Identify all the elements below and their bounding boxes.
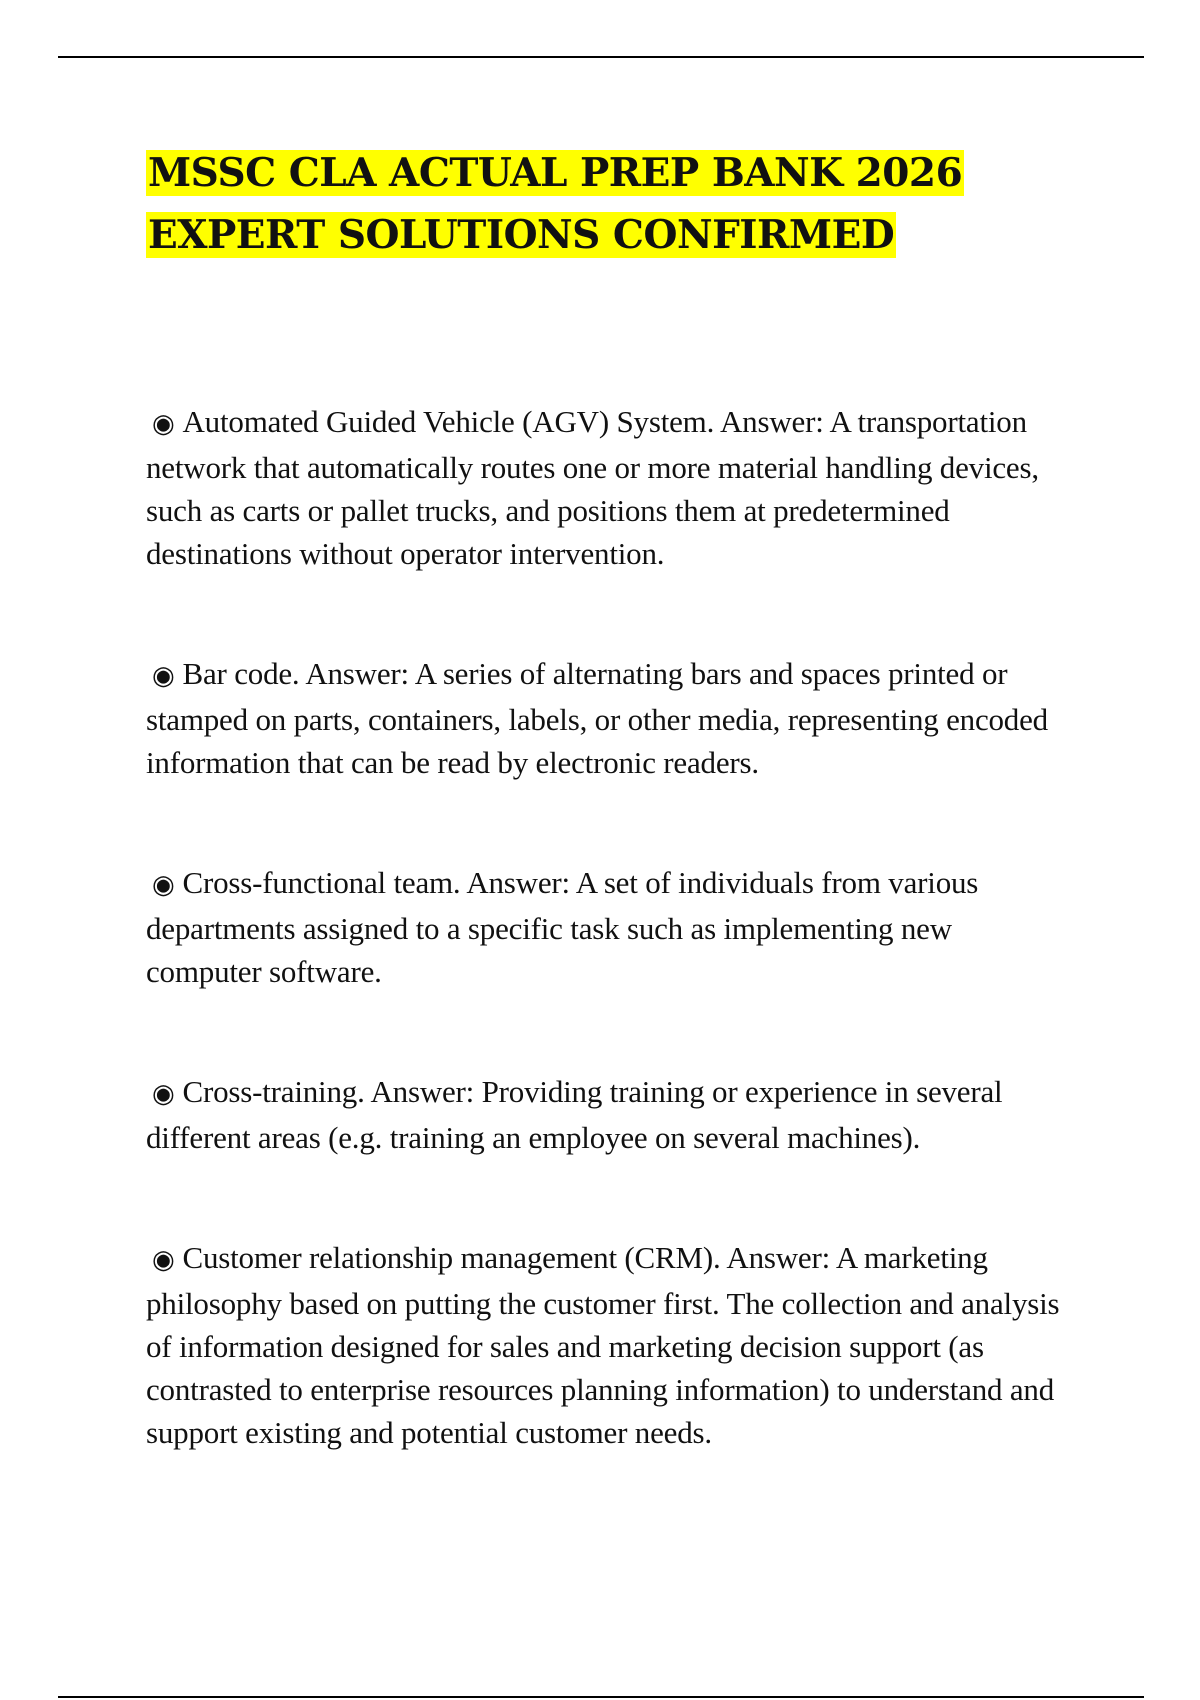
qa-entry <box>146 861 1066 993</box>
radio-bullet-icon: ◉ <box>152 870 175 900</box>
qa-entry <box>146 1236 1066 1454</box>
qa-entry-text: Bar code. Answer: A series of alternating bars and spaces printed or stamped on parts, containers, labels, or other media, representing encoded information that can be read by electronic readers. <box>146 656 1048 780</box>
qa-entry <box>146 1070 1066 1159</box>
qa-entry-text: Customer relationship management (CRM). Answer: A marketing philosophy based on putting the customer first. The collection and analysis of information designed for sales and marketing decision support (as contrasted to enterprise resources planning information) to understand and support existing and potential customer needs. <box>146 1240 1060 1450</box>
qa-entry-text: Cross-training. Answer: Providing training or experience in several different areas (e.g. training an employee on several machines). <box>146 1074 1003 1155</box>
qa-entry <box>146 400 1066 575</box>
title-line-1: MSSC CLA ACTUAL PREP BANK 2026 <box>148 150 963 196</box>
qa-entry <box>146 652 1066 784</box>
qa-entry-text: Automated Guided Vehicle (AGV) System. Answer: A transportation network that automatically routes one or more material handling devices, such as carts or pallet trucks, and positions them at predetermined destinations without operator intervention. <box>146 404 1039 571</box>
radio-bullet-icon: ◉ <box>152 409 175 439</box>
radio-bullet-icon: ◉ <box>152 661 175 691</box>
qa-entry-text: Cross-functional team. Answer: A set of individuals from various departments assigned to a specific task such as implementing new computer software. <box>146 865 979 989</box>
document-title <box>146 142 1106 266</box>
radio-bullet-icon: ◉ <box>152 1079 175 1109</box>
title-line-2: EXPERT SOLUTIONS CONFIRMED <box>148 212 895 258</box>
qa-entries-list <box>146 400 1066 1531</box>
bottom-divider <box>58 1696 1144 1698</box>
radio-bullet-icon: ◉ <box>152 1245 175 1275</box>
top-divider <box>58 56 1144 58</box>
